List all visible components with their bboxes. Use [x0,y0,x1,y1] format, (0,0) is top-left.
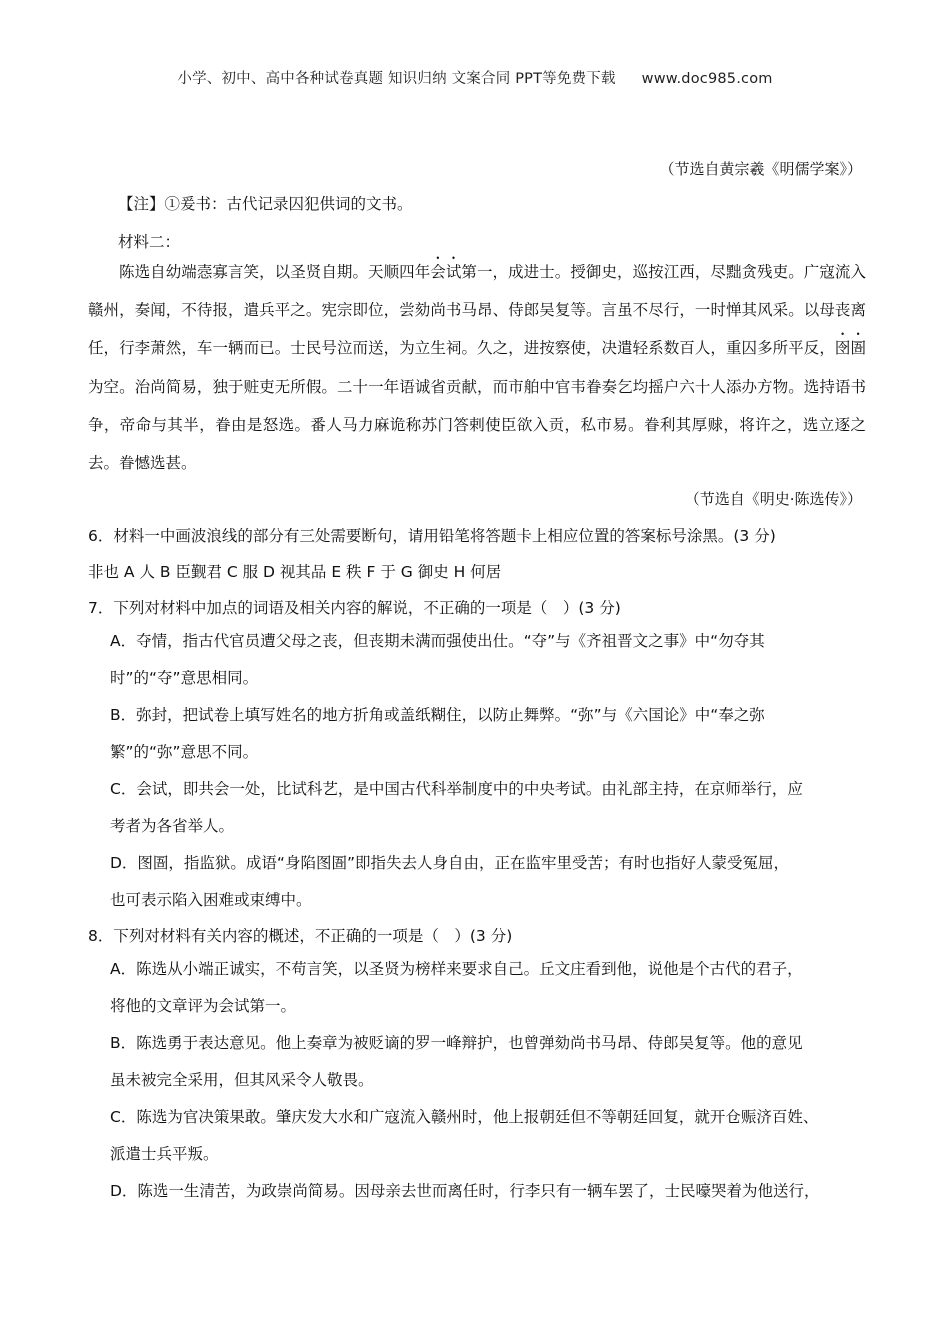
option-b-line-1: B．弥封，把试卷上填写姓名的地方折角或盖纸糊住，以防止舞弊。“弥”与《六国论》中“奉之弥 [110,706,765,724]
option-b-line-2: 繁”的“弥”意思不同。 [110,743,259,761]
source-citation-1: （节选自黄宗羲《明儒学案》） [659,160,862,178]
footnote: 【注】①爰书：古代记录囚犯供词的文书。 [118,195,413,213]
passage-part-1: 陈选自幼端悫寡言笑，以圣贤自期。天顺四年 [119,263,431,281]
question-7-option-d [110,845,862,919]
question-8-option-c [110,1099,862,1173]
material-2-passage [88,253,866,482]
header-text: 小学、初中、高中各种试卷真题 知识归纳 文案合同 PPT等免费下载 [177,71,616,87]
option-c-line-1: C．会试，即共会一处，比试科艺，是中国古代科举制度中的中央考试。由礼部主持，在京师举行，应 [110,780,803,798]
q8-option-c-line-1: C．陈选为官决策果敢。肇庆发大水和广寇流入赣州时，他上报朝廷但不等朝廷回复，就开仓赈济百姓、 [110,1108,819,1126]
option-c-line-2: 考者为各省举人。 [110,817,235,835]
option-a-line-1: A．夺情，指古代官员遭父母之丧，但丧期未满而强使出仕。“夺”与《齐祖晋文之事》中“勿夺其 [110,632,765,650]
q8-option-b-line-1: B．陈选勇于表达意见。他上奏章为被贬谪的罗一峰辩护，也曾弹劾尚书马昂、侍郎吴复等。他的意见 [110,1034,803,1052]
question-8-option-d [110,1173,862,1210]
dotted-word-huishi: 会试 [430,263,462,281]
question-6-text: 非也 A 人 B 臣觐君 C 服 D 视其品 E 秩 F 于 G 御史 H 何居 [88,563,502,581]
q8-option-a-line-1: A．陈选从小端正诚实，不苟言笑，以圣贤为榜样来要求自己。丘文庄看到他，说他是个古代的君子， [110,960,803,978]
question-7-option-b [110,697,862,771]
option-d-line-2: 也可表示陷入困难或束缚中。 [110,891,312,909]
option-d-line-1: D．图圄，指监狱。成语“身陷图圄”即指失去人身自由，正在监牢里受苦；有时也指好人蒙受冤屈， [110,854,789,872]
question-6-stem: 6．材料一中画波浪线的部分有三处需要断句，请用铅笔将答题卡上相应位置的答案标号涂黑。(3 分) [88,527,776,545]
question-7-option-c [110,771,862,845]
question-7-stem: 7．下列对材料中加点的词语及相关内容的解说，不正确的一项是（ ）(3 分) [88,599,621,617]
question-8-option-a [110,951,862,1025]
header-url[interactable]: www.doc985.com [641,71,773,87]
option-a-line-2: 时”的“夺”意思相同。 [110,669,259,687]
question-8-stem: 8．下列对材料有关内容的概述，不正确的一项是（ ）(3 分) [88,927,513,945]
q8-option-d-line-1: D．陈选一生清苦，为政崇尚简易。因母亲去世而离任时，行李只有一辆车罢了，士民嚎哭着为他送行， [110,1182,820,1200]
dotted-word-lingyu: 囹圄 [834,339,866,358]
q8-option-b-line-2: 虽未被完全采用，但其风采令人敬畏。 [110,1071,374,1089]
q8-option-a-line-2: 将他的文章评为会试第一。 [110,997,297,1015]
passage-part-3: 为空。治尚简易，独于赃吏无所假。二十一年语诚省贡献，而市舶中官韦眷奏乞均摇户六十人添办方物。选持语书争，帝命与其半，眷由是怒选。番人马力麻诡称苏门答剌使臣欲入贡，私市易。眷利其厚赇，将许之，选立逐之去。眷憾选甚。 [88,377,866,473]
q8-option-c-line-2: 派遣士兵平叛。 [110,1145,219,1163]
source-citation-2: （节选自《明史·陈选传》） [684,490,862,508]
material-2-label: 材料二： [118,233,181,251]
page-header [0,67,950,88]
question-7-option-a [110,623,862,697]
passage-part-2: 第一，成进士。授御史，巡按江西，尽黜贪残吏。广寇流入赣州，奏闻，不待报，遣兵平之。宪宗即位，尝劾尚书马昂、侍郎吴复等。言虽不尽行，一时惮其风采。以母丧离任，行李萧然，车一辆而已。士民号泣而送，为立生祠。久之，进按察使，决遣轻系数百人，重囚多所平反， [88,263,866,358]
question-8-option-b [110,1025,862,1099]
